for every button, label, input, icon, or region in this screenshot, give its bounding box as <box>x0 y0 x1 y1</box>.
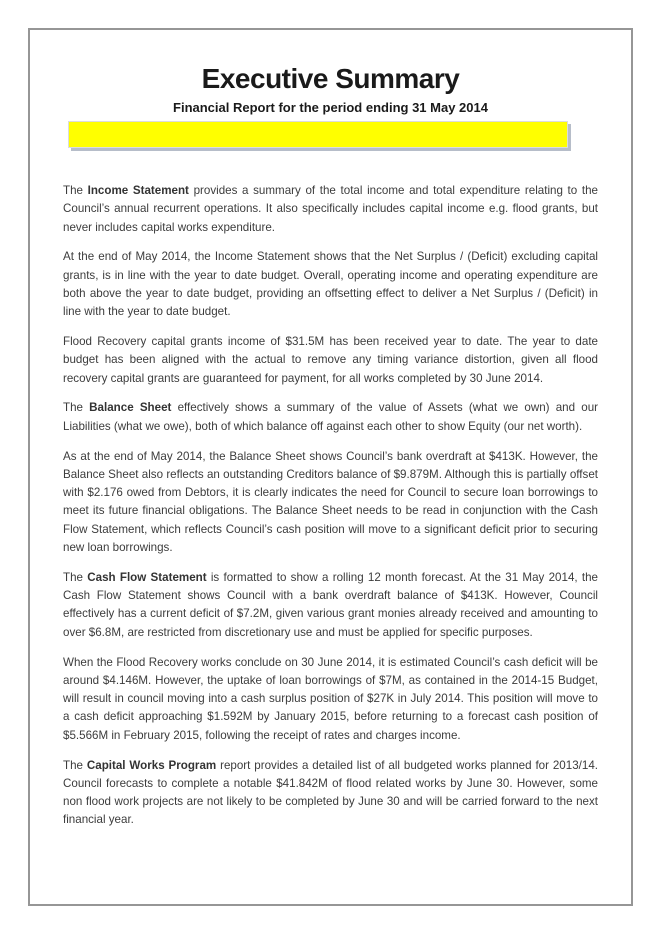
paragraph-flood-recovery-forecast: When the Flood Recovery works conclude on 30 June 2014, it is estimated Council’s cash deficit will be around $4.146M. However, the uptake of loan borrowings of $7M, as contained in the 2014-15 Budget, will result in council moving into a cash surplus position of $27K in July 2014. This position will move to a cash deficit approaching $1.592M by January 2015, before returning to a forecast cash position of $5.566M in February 2015, following the receipt of rates and charges income. <box>63 655 598 742</box>
page-subtitle: Financial Report for the period ending 31 May 2014 <box>173 100 488 115</box>
document-page <box>28 28 633 906</box>
document-body <box>30 182 631 830</box>
highlight-bar <box>68 121 568 148</box>
paragraph-balance-sheet-result: As at the end of May 2014, the Balance Sheet shows Council’s bank overdraft at $413K. However, the Balance Sheet also reflects an outstanding Creditors balance of $9.879M. Although this is partially offset with $2.176 owed from Debtors, it is clearly indicates the need for Council to secure loan borrowings to meet its future financial obligations. The Balance Sheet needs to be read in conjunction with the Cash Flow Statement, which reflects Council’s cash position will move to a significant deficit prior to securing new loan borrowings. <box>63 449 598 555</box>
paragraph-balance-sheet-intro: The Balance Sheet effectively shows a summary of the value of Assets (what we own) and our Liabilities (what we owe), both of which balance off against each other to show Equity (our net worth). <box>63 401 599 433</box>
paragraph-income-statement-intro: The Income Statement provides a summary of the total income and total expenditure relating to the Council’s annual recurrent operations. It also specifically includes capital income e.g. flood grants, but never includes capital works expenditure. <box>63 184 598 234</box>
page-title: Executive Summary <box>201 63 460 94</box>
paragraph-income-statement-result: At the end of May 2014, the Income Statement shows that the Net Surplus / (Deficit) excluding capital grants, is in line with the year to date budget. Overall, operating income and operating expenditure are both above the year to date budget, providing an offsetting effect to deliver a Net Surplus / (Deficit) in line with the year to date budget. <box>63 250 598 319</box>
paragraph-flood-recovery-grants: Flood Recovery capital grants income of $31.5M has been received year to date. The year to date budget has been aligned with the actual to remove any timing variance distortion, given all flood recovery capital grants are guaranteed for payment, for all works completed by 30 June 2014. <box>63 335 598 385</box>
paragraph-capital-works-program: The Capital Works Program report provides a detailed list of all budgeted works planned for 2013/14. Council forecasts to complete a notable $41.842M of flood related works by June 30. However, some non flood work projects are not likely to be completed by June 30 and will be carried forward to the next financial year. <box>63 758 598 827</box>
paragraph-cash-flow-statement: The Cash Flow Statement is formatted to show a rolling 12 month forecast. At the 31 May 2014, the Cash Flow Statement shows Council with a bank overdraft balance of $413K. However, Council effectively has a current deficit of $7.2M, given various grant monies already received and amounting to over $6.8M, are restricted from discretionary use and must be applied for specific purposes. <box>63 570 598 639</box>
